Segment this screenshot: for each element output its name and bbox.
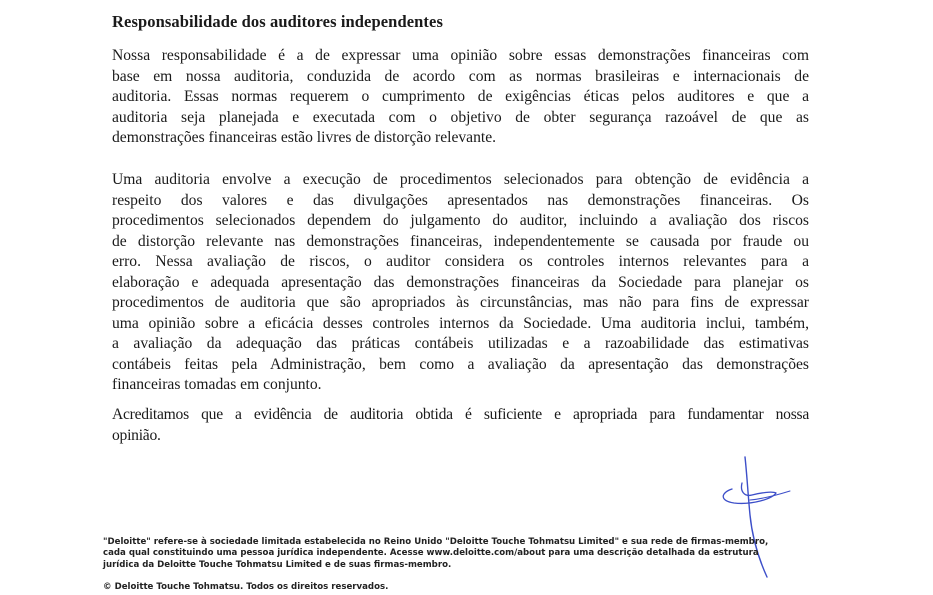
text-line: Uma auditoria envolve a execução de procedimentos selecionados para obtenção de evidência a	[112, 171, 809, 188]
text-line: procedimentos selecionados dependem do julgamento do auditor, incluindo a avaliação dos riscos	[112, 212, 809, 229]
text-line: demonstrações financeiras estão livres de distorção relevante.	[112, 129, 497, 146]
text-line: Acreditamos que a evidência de auditoria obtida é suficiente e apropriada para fundamentar nossa	[112, 406, 809, 423]
text-line: de distorção relevante nas demonstrações financeiras, independentemente se causada por fraude ou	[112, 232, 809, 250]
copyright-notice: © Deloitte Touche Tohmatsu. Todos os direitos reservados.	[103, 582, 389, 592]
legal-notice-line: "Deloitte" refere-se à sociedade limitada estabelecida no Reino Unido "Deloitte Touche Tohmatsu Limited" e sua rede de firmas-membro,	[103, 537, 769, 547]
text-line: base em nossa auditoria, conduzida de acordo com as normas brasileiras e internacionais de	[112, 67, 809, 85]
text-line: erro. Nessa avaliação de riscos, o auditor considera os controles internos relevantes para a	[112, 253, 809, 270]
text-line: contábeis feitas pela Administração, bem como a avaliação da apresentação das demonstrações	[112, 355, 809, 373]
text-line: a avaliação da adequação das práticas contábeis utilizadas e a razoabilidade das estimativas	[112, 335, 809, 352]
text-line: Nossa responsabilidade é a de expressar uma opinião sobre essas demonstrações financeiras com	[112, 47, 809, 64]
text-line: procedimentos de auditoria que são apropriados às circunstâncias, mas não para fins de expressar	[112, 294, 809, 311]
text-line: financeiras tomadas em conjunto.	[112, 376, 322, 393]
legal-notice-line: cada qual constituindo uma pessoa jurídica independente. Acesse www.deloitte.com/about para uma descrição detalhada da estrutura	[103, 548, 759, 559]
paragraph-audit-procedures	[112, 170, 809, 396]
signature-loop-stroke	[723, 483, 776, 503]
text-line: auditoria seja planejada e executada com o objetivo de obter segurança razoável de que as	[112, 108, 809, 126]
legal-notice-line: jurídica da Deloitte Touche Tohmatsu Limited e de suas firmas-membro.	[103, 559, 452, 570]
text-line: opinião.	[112, 426, 161, 444]
text-line: elaboração e adequada apresentação das demonstrações financeiras da Sociedade para planejar os	[112, 273, 809, 291]
deloitte-legal-notice	[103, 537, 768, 571]
text-line: auditoria. Essas normas requerem o cumprimento de exigências éticas pelos auditores e que a	[112, 88, 809, 105]
text-line: uma opinião sobre a eficácia desses controles internos da Sociedade. Uma auditoria inclui, também,	[112, 314, 809, 332]
paragraph-responsibility	[112, 46, 809, 149]
section-heading: Responsabilidade dos auditores independentes	[112, 12, 443, 31]
text-line: respeito dos valores e das divulgações apresentados nas demonstrações financeiras. Os	[112, 191, 809, 209]
paragraph-conclusion	[112, 405, 809, 446]
